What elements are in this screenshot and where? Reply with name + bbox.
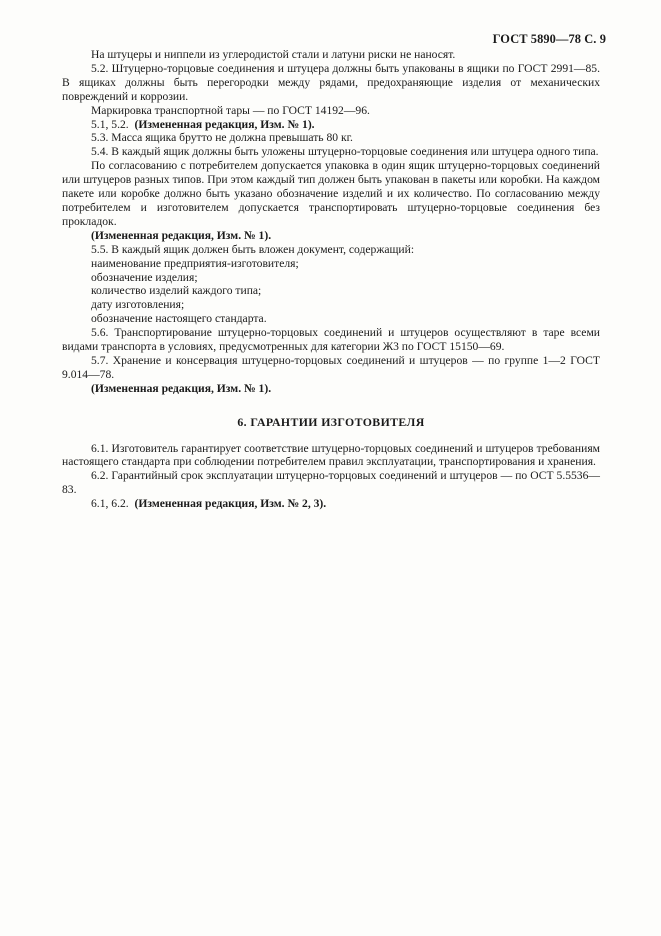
list-item: количество изделий каждого типа; (91, 284, 262, 298)
amendment-note: (Измененная редакция, Изм. № 1). (91, 381, 272, 395)
list-item: обозначение изделия; (91, 270, 198, 284)
paragraph-5-2: 5.2. Штуцерно-торцовые соединения и штуцера должны быть упакованы в ящики по ГОСТ 2991—85. В ящиках должны быть перегородки между рядами, предохраняющие изделия от механических повреждений и коррозии. (62, 61, 600, 103)
list-item: наименование предприятия-изготовителя; (91, 256, 299, 270)
amendment-note: (Измененная редакция, Изм. № 1). (91, 228, 272, 242)
amendment-note: (Измененная редакция, Изм. № 2, 3). (134, 497, 327, 511)
list-item: дату изготовления; (91, 298, 185, 312)
document-body (62, 48, 600, 511)
paragraph-6-1: 6.1. Изготовитель гарантирует соответствие штуцерно-торцовых соединений и штуцеров требованиям настоящего стандарта при соблюдении потребителем правил эксплуатации, транспортирования и хранения. (62, 441, 600, 469)
amendment-ref: 5.1, 5.2. (91, 117, 129, 131)
paragraph-5-5: 5.5. В каждый ящик должен быть вложен документ, содержащий: (91, 242, 415, 256)
paragraph-marking: Маркировка транспортной тары — по ГОСТ 14192—96. (91, 103, 370, 117)
paragraph-5-6: 5.6. Транспортирование штуцерно-торцовых соединений и штуцеров осуществляют в таре всеми видами транспорта в условиях, предусмотренных для категории Ж3 по ГОСТ 15150—69. (62, 326, 600, 354)
paragraph-5-7: 5.7. Хранение и консервация штуцерно-торцовых соединений и штуцеров — по группе 1—2 ГОСТ 9.014—78. (62, 353, 600, 381)
section-title: 6. ГАРАНТИИ ИЗГОТОВИТЕЛЯ (237, 414, 425, 429)
list-item: обозначение настоящего стандарта. (91, 312, 267, 326)
paragraph-amendment-6-1-6-2 (62, 497, 600, 511)
paragraph-6-2: 6.2. Гарантийный срок эксплуатации штуцерно-торцовых соединений и штуцеров — по ОСТ 5.5536—83. (62, 469, 600, 497)
paragraph-5-1-note: На штуцеры и ниппели из углеродистой стали и латуни риски не наносят. (91, 48, 456, 61)
amendment-ref: 6.1, 6.2. (91, 497, 129, 511)
paragraph-amendment-5-1-5-2 (62, 118, 600, 132)
page-header-doc-ref: ГОСТ 5890—78 С. 9 (492, 32, 606, 46)
paragraph-5-4-agreement: По согласованию с потребителем допускается упаковка в один ящик штуцерно-торцовых соединений или штуцеров разных типов. При этом каждый тип должен быть упакован в пакеты или коробки. На каждом пакете или коробке должно быть указано обозначение изделий и их количество. По согласованию между потребителем и изготовителем допускается транспортировать штуцерно-торцовые соединения без прокладок. (62, 159, 600, 228)
amendment-note: (Измененная редакция, Изм. № 1). (134, 117, 315, 131)
paragraph-5-4: 5.4. В каждый ящик должны быть уложены штуцерно-торцовые соединения или штуцера одного типа. (91, 145, 599, 159)
paragraph-5-3: 5.3. Масса ящика брутто не должна превышать 80 кг. (91, 131, 353, 145)
